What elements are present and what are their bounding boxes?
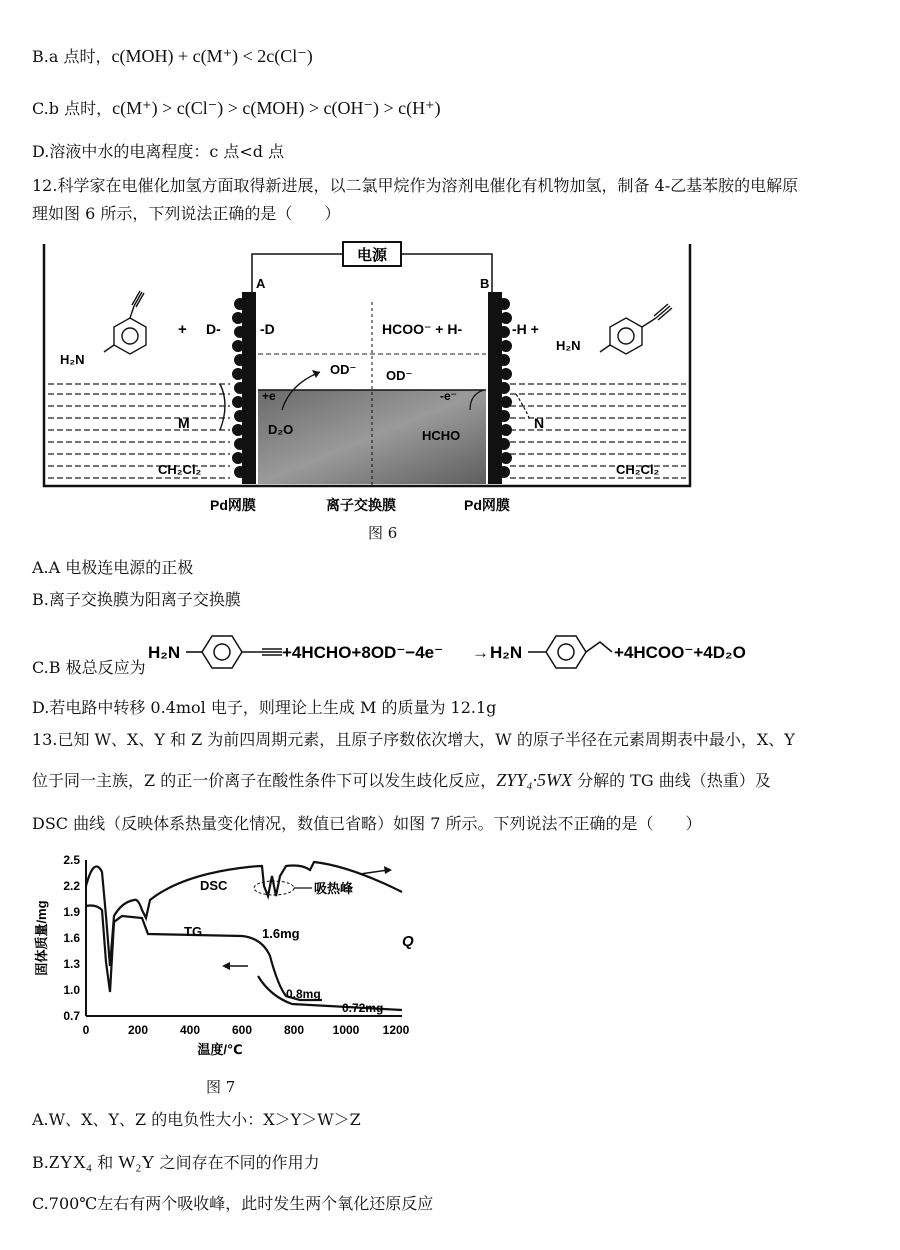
mass-0-72: 0.72mg	[342, 1001, 384, 1015]
y-tick: 1.6	[63, 931, 80, 945]
endo-label: 吸热峰	[314, 881, 354, 896]
d2o-label: D₂O	[268, 422, 294, 437]
option-13-a: A.W、X、Y、Z 的电负性大小：X＞Y＞W＞Z	[32, 1110, 361, 1129]
right-molecule	[600, 304, 672, 354]
tg-curve	[86, 906, 322, 1001]
question-13-stem-3: DSC 曲线（反映体系热量变化情况，数值已省略）如图 7 所示。下列说法不正确的是（ ）	[32, 814, 702, 833]
dsc-label: DSC	[200, 878, 228, 893]
mass-0-8: 0.8mg	[286, 987, 321, 1001]
option-12-d: D.若电路中转移 0.4mol 电子，则理论上生成 M 的质量为 12.1g	[32, 698, 497, 717]
x-tick: 200	[127, 1023, 149, 1037]
stem-formula: ZYY₄·5WX	[496, 770, 572, 790]
option-12-b: B.离子交换膜为阳离子交换膜	[32, 590, 241, 609]
ch2cl2-right: CH₂Cl₂	[616, 462, 660, 477]
x-axis-label: 温度/℃	[197, 1042, 243, 1057]
hcoo-label: HCOO⁻ + H-	[382, 321, 463, 337]
x-tick: 800	[283, 1023, 305, 1037]
figure-7-tg-dsc-chart	[30, 846, 420, 1066]
stem-text: 位于同一主族，Z 的正一价离子在酸性条件下可以发生歧化反应，	[32, 771, 497, 790]
question-12-stem-1: 12.科学家在电催化加氢方面取得新进展，以二氯甲烷作为溶剂电催化有机物加氢，制备 4-乙基苯胺的电解原	[32, 176, 799, 195]
e-right: -e⁻	[440, 389, 458, 403]
y-tick: 2.2	[63, 879, 80, 893]
option-text: 和	[92, 1153, 119, 1172]
od-right: OD⁻	[386, 368, 413, 383]
eq-arrow: →	[472, 643, 489, 662]
option-13-b	[32, 1150, 320, 1175]
y-tick-labels	[63, 853, 80, 1023]
h2n-right: H₂N	[556, 338, 581, 353]
option-11-c	[32, 96, 441, 121]
x-tick: 400	[179, 1023, 201, 1037]
e-left: +e	[262, 389, 276, 403]
q-label: Q	[402, 933, 414, 950]
question-13-stem-2	[32, 768, 771, 793]
label-a: A	[256, 276, 266, 291]
figure-6-caption: 图 6	[368, 524, 398, 542]
arrow-right	[360, 870, 388, 874]
x-tick: 600	[231, 1023, 253, 1037]
eq-benzene-1	[202, 636, 242, 668]
eq-products: +4HCOO⁻+4D₂O	[614, 643, 746, 662]
figure-6-electrolysis-diagram	[30, 234, 715, 518]
left-molecule	[104, 291, 146, 354]
power-label: 电源	[356, 247, 388, 264]
mass-1-6: 1.6mg	[262, 926, 300, 941]
x-tick: 1200	[382, 1023, 410, 1037]
option-12-c-prefix: C.B 极总反应为	[32, 658, 146, 677]
y-tick: 1.3	[63, 957, 80, 971]
option-text: 之间存在不同的作用力	[154, 1153, 320, 1172]
x-tick: 0	[82, 1023, 90, 1037]
eq-h2n-1: H₂N	[148, 643, 181, 662]
option-12-a: A.A 电极连电源的正极	[32, 558, 194, 577]
eq-h2n-2: H₂N	[490, 643, 523, 662]
option-prefix: B.	[32, 1153, 49, 1172]
d-right: -D	[260, 321, 275, 337]
label-b: B	[480, 276, 490, 291]
hcho-label: HCHO	[422, 428, 461, 443]
pd-mesh-left: Pd网膜	[210, 497, 256, 513]
figure-7-caption: 图 7	[206, 1078, 236, 1096]
y-tick: 1.9	[63, 905, 80, 919]
option-13-c: C.700℃左右有两个吸收峰，此时发生两个氧化还原反应	[32, 1194, 434, 1213]
y-tick: 1.0	[63, 983, 80, 997]
question-12-stem-2: 理如图 6 所示，下列说法正确的是（ ）	[32, 204, 341, 223]
formula: W₂Y	[118, 1152, 155, 1172]
tg-label: TG	[184, 924, 203, 939]
eq-reactants: +4HCHO+8OD⁻−4e⁻	[282, 643, 444, 662]
formula: ZYX₄	[48, 1152, 93, 1172]
ch2cl2-left: CH₂Cl₂	[158, 462, 202, 477]
formula: c(MOH) + c(M⁺) < 2c(Cl⁻)	[111, 46, 313, 66]
h-label: -H +	[512, 321, 539, 337]
y-tick: 0.7	[63, 1009, 80, 1023]
n-label: N	[534, 415, 545, 431]
m-label: M	[178, 415, 190, 431]
d-left: D-	[206, 321, 221, 337]
option-11-d: D.溶液中水的电离程度：c 点<d 点	[32, 142, 285, 161]
formula: c(M⁺) > c(Cl⁻) > c(MOH) > c(OH⁻) > c(H⁺)	[112, 98, 441, 118]
membrane-label: 离子交换膜	[326, 497, 396, 513]
y-tick: 2.5	[63, 853, 80, 867]
x-tick-labels	[83, 1023, 410, 1037]
option-prefix: B.a 点时，	[32, 47, 112, 66]
plus-left: +	[178, 321, 187, 338]
h2n-left: H₂N	[60, 352, 85, 367]
y-axis-label: 固体质量/mg	[34, 900, 49, 976]
pd-mesh-right: Pd网膜	[464, 497, 510, 513]
od-left: OD⁻	[330, 362, 357, 377]
option-12-c-equation	[146, 628, 786, 676]
dsc-curve	[86, 862, 402, 966]
eq-benzene-2	[546, 636, 586, 668]
x-tick: 1000	[332, 1023, 360, 1037]
stem-text: 分解的 TG 曲线（热重）及	[572, 771, 771, 790]
option-11-b	[32, 44, 313, 69]
question-13-stem-1: 13.已知 W、X、Y 和 Z 为前四周期元素，且原子序数依次增大，W 的原子半径在元素周期表中最小，X、Y	[32, 730, 795, 749]
option-prefix: C.b 点时，	[32, 99, 113, 118]
